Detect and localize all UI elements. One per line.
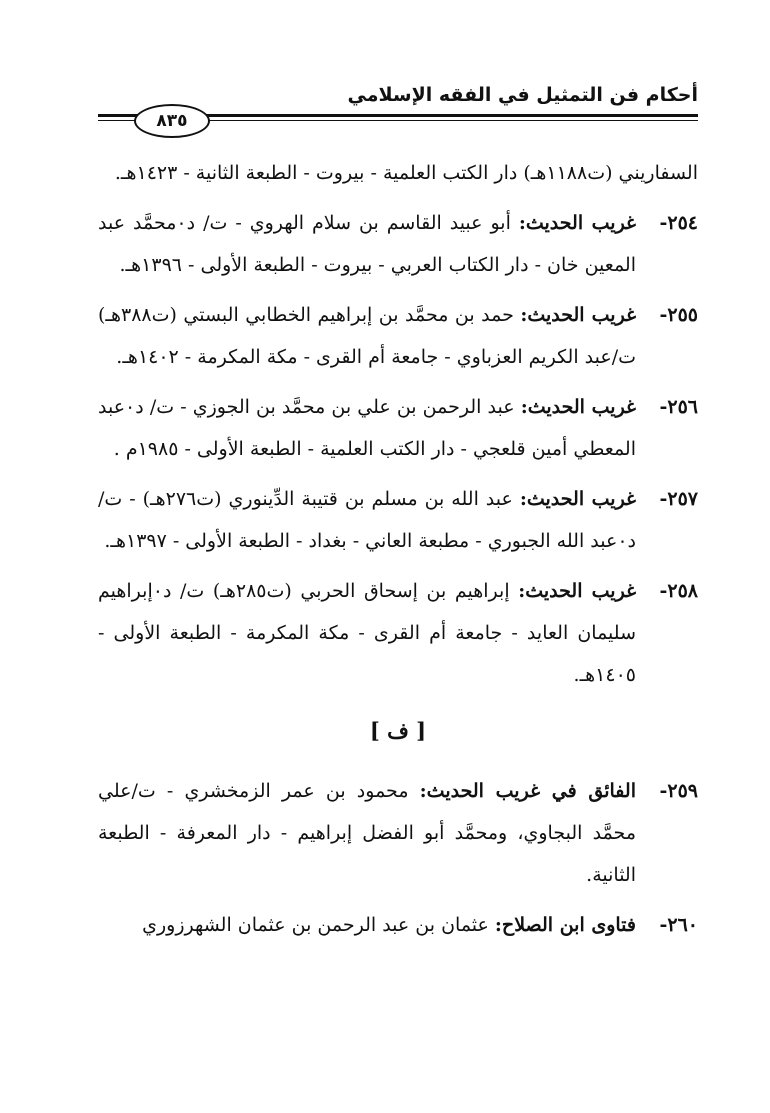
entry-number: ٢٥٩- [659, 780, 698, 802]
entry-text: حمد بن محمَّد بن إبراهيم الخطابي البستي (ت٣٨٨هـ) ت/عبد الكريم العزباوي - جامعة أم القرى - مكة المكرمة - ١٤٠٢هـ. [98, 304, 636, 368]
entry-number: ٢٥٤- [659, 212, 698, 234]
entry-text: عبد الرحمن بن علي بن محمَّد بن الجوزي - ت/ د٠عبد المعطي أمين قلعجي - دار الكتب العلمية - الطبعة الأولى - ١٩٨٥م . [98, 396, 636, 460]
entry-title: غريب الحديث: [518, 580, 636, 602]
header-rule-left-thin [98, 120, 138, 121]
entry-number: ٢٥٥- [659, 304, 698, 326]
bibliography-entry [98, 294, 698, 378]
entry-text: إبراهيم بن إسحاق الحربي (ت٢٨٥هـ) ت/ د٠إبراهيم سليمان العايد - جامعة أم القرى - مكة المكرمة - الطبعة الأولى - ١٤٠٥هـ. [98, 580, 636, 686]
page-header [98, 78, 698, 130]
page-number: ٨٣٥ [156, 111, 188, 131]
entry-body [98, 386, 636, 470]
bibliography-entry [98, 570, 698, 696]
entry-body [98, 770, 636, 896]
entry-text: عبد الله بن مسلم بن قتيبة الدِّينوري (ت٢٧٦هـ) - ت/ د٠عبد الله الجبوري - مطبعة العاني - بغداد - الطبعة الأولى - ١٣٩٧هـ. [98, 488, 636, 552]
entry-number: ٢٦٠- [659, 914, 698, 936]
entry-title: غريب الحديث: [518, 212, 636, 234]
bibliography-entry [98, 904, 698, 946]
running-title: أحكام فن التمثيل في الفقه الإسلامي [347, 84, 698, 106]
entry-body [98, 570, 636, 696]
section-heading: [ ف ] [369, 718, 427, 743]
entry-title: الفائق في غريب الحديث: [419, 780, 636, 802]
bibliography-content [98, 152, 698, 954]
entry-number: ٢٥٨- [659, 580, 698, 602]
continuation-text: السفاريني (ت١١٨٨هـ) دار الكتب العلمية - بيروت - الطبعة الثانية - ١٤٢٣هـ. [114, 162, 698, 184]
entry-title: فتاوى ابن الصلاح: [494, 914, 636, 936]
entry-text: محمود بن عمر الزمخشري - ت/علي محمَّد البجاوي، ومحمَّد أبو الفضل إبراهيم - دار المعرفة - الطبعة الثانية. [98, 780, 636, 886]
entry-body [98, 294, 636, 378]
entry-number: ٢٥٧- [659, 488, 698, 510]
entry-number: ٢٥٦- [659, 396, 698, 418]
bibliography-entry [98, 386, 698, 470]
bibliography-entry [98, 770, 698, 896]
entry-body [98, 904, 636, 946]
entry-title: غريب الحديث: [519, 488, 636, 510]
entry-text: عثمان بن عبد الرحمن بن عثمان الشهرزوري [142, 914, 489, 936]
entry-title: غريب الحديث: [520, 396, 636, 418]
entry-body [98, 202, 636, 286]
entry-title: غريب الحديث: [520, 304, 637, 326]
header-rule-thick [194, 114, 698, 117]
page-number-oval [134, 104, 210, 138]
header-rule-thin [194, 120, 698, 121]
entry-body [98, 478, 636, 562]
bibliography-entry [98, 202, 698, 286]
header-rule-left-thick [98, 114, 138, 117]
bibliography-entry [98, 478, 698, 562]
entry-text: أبو عبيد القاسم بن سلام الهروي - ت/ د٠محمَّد عبد المعين خان - دار الكتاب العربي - بيروت - الطبعة الأولى - ١٣٩٦هـ. [98, 212, 636, 276]
